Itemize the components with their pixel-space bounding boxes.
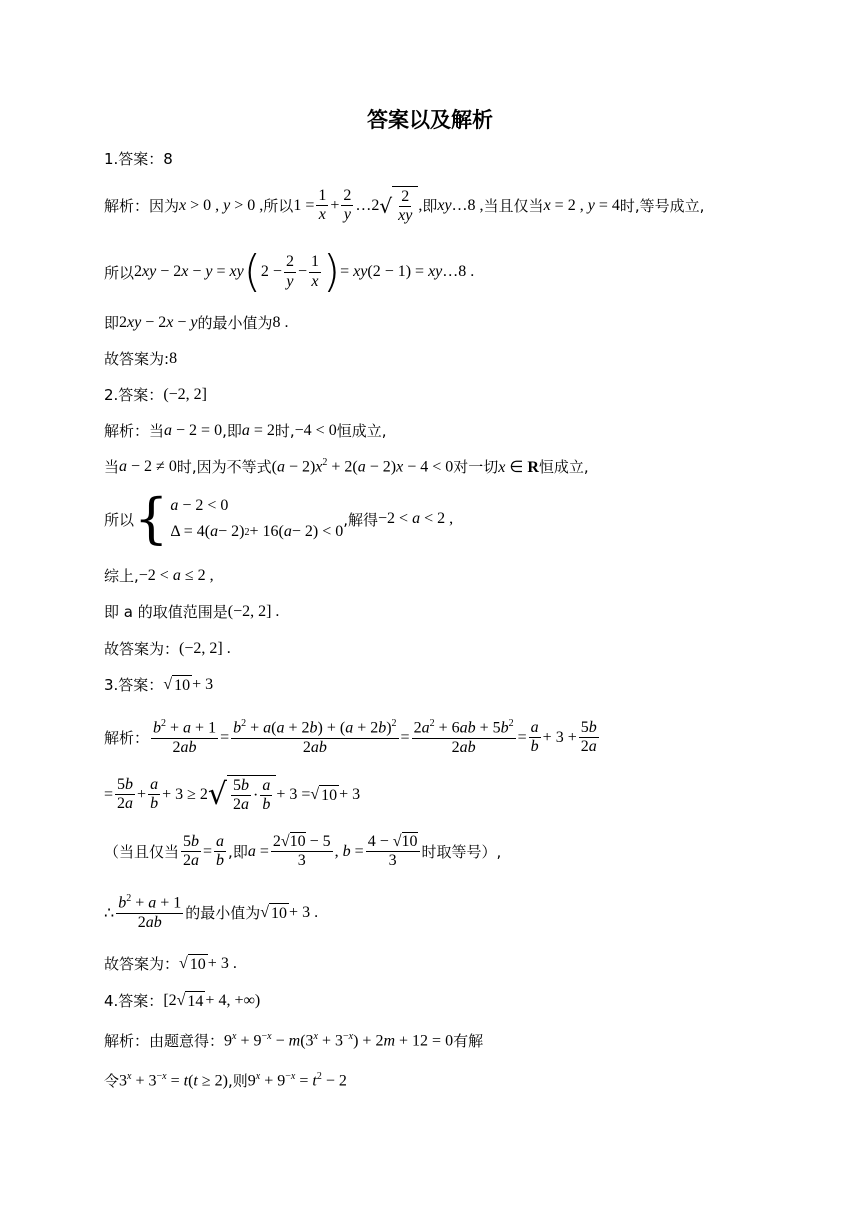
q2-answer bbox=[104, 384, 207, 405]
q4-then-text: ,则 bbox=[227, 1072, 248, 1090]
q3-analysis-line1: 解析： $\frac{b^2 + a + 1}{2ab}$ = $\frac{b^2 + a(a + 2b) + (a + 2b)^2}{2ab}$ = $\frac{2a^2 + 6ab + 5b^2}{2ab}$ = $\frac{a}{b}$ + 3 + $\frac{5b}{2a}$ bbox=[104, 718, 597, 756]
q1-when-equal-text: 当且仅当 bbox=[483, 197, 544, 216]
q1-analysis-prefix: 解析：因为 bbox=[104, 197, 180, 216]
q2-analysis-line2: 当 a − 2 ≠ 0 时,因为不等式 $(a - 2)x^2 + 2(a - 2)x - 4 < 0$ 对一切 x ∈ R 恒成立, bbox=[104, 456, 589, 476]
q2-when-text: 时, bbox=[274, 422, 295, 440]
q2-summary-text: 综上, bbox=[104, 567, 139, 585]
q2-range-line: 即 a 的取值范围是 (−2, 2] . bbox=[104, 602, 280, 621]
q1-so2-text: 所以 bbox=[104, 263, 135, 282]
q2-answer-label: 2.答案： bbox=[104, 386, 164, 404]
q3-equality-line: （当且仅当 $\frac{5b}{2a}$ = $\frac{a}{b}$ ,即 a = $\frac{2√10 - 5}{3}$ , b = $\frac{4 - √10}{3}$ 时取等号）, bbox=[104, 833, 502, 870]
q2-when2-text: 当 bbox=[104, 458, 120, 476]
q3-final-text: 故答案为： bbox=[104, 955, 180, 973]
q3-final-line: 故答案为： √ 10 + 3 . bbox=[104, 954, 237, 973]
q2-summary-line: 综上, −2 < a ≤ 2 , bbox=[104, 566, 214, 585]
q2-range-text: 即 a 的取值范围是 bbox=[104, 603, 228, 621]
q2-analysis-prefix: 解析：当 bbox=[104, 422, 165, 440]
q1-answer-label: 1.答案：8 bbox=[104, 150, 173, 168]
q3-when-eq-text: （当且仅当 bbox=[104, 843, 180, 862]
q1-final-text: 故答案为: bbox=[104, 350, 170, 368]
q3-min-text: 的最小值为 bbox=[185, 904, 261, 923]
q3-answer-label: 3.答案： bbox=[104, 676, 164, 694]
q4-answer: 4.答案： [2 √ 14 + 4, +∞) bbox=[104, 991, 261, 1010]
q1-analysis-line2: 所以 2xy − 2x − y = xy ( 2 − $\frac{2}{y}$ − $\frac{1}{x}$ ) = xy(2 − 1) = xy…8 . bbox=[104, 246, 475, 297]
q2-so-text: 所以 bbox=[104, 510, 135, 529]
q3-answer: 3.答案： √ 10 + 3 bbox=[104, 675, 214, 694]
q4-has-solution-text: 有解 bbox=[453, 1032, 484, 1050]
q3-namely-text: ,即 bbox=[228, 843, 248, 862]
q1-min-mid: 的最小值为 bbox=[197, 314, 273, 332]
q1-min-line: 即 2xy − 2x − y 的最小值为 8 . bbox=[104, 313, 289, 332]
q1-final-line: 故答案为: 8 bbox=[104, 349, 178, 368]
page-title: 答案以及解析 bbox=[367, 108, 493, 132]
q3-take-equal-text: 时取等号）, bbox=[421, 843, 502, 862]
q4-let-text: 令 bbox=[104, 1072, 120, 1090]
q2-answer-value: (−2, 2] bbox=[163, 385, 207, 403]
q2-always-text: 恒成立, bbox=[336, 422, 387, 440]
q4-analysis-line2: 令 $3^x + 3^{-x} = t(t \ge 2)$ ,则 $9^x + 9^{-x} = t^2 - 2$ bbox=[104, 1070, 347, 1090]
q2-namely-text: ,即 bbox=[222, 422, 242, 440]
q4-answer-label: 4.答案： bbox=[104, 992, 164, 1010]
q2-solve-text: ,解得 bbox=[343, 510, 379, 529]
q3-analysis-prefix: 解析： bbox=[104, 729, 150, 748]
q1-answer bbox=[104, 148, 173, 169]
q3-therefore-symbol: ∴ bbox=[104, 904, 115, 922]
q4-analysis-line1: 解析：由题意得： $9^x + 9^{-x} - m(3^x + 3^{-x}) + 2m + 12 = 0$ 有解 bbox=[104, 1030, 484, 1050]
q2-always2-text: 恒成立, bbox=[538, 458, 589, 476]
q2-system-line: 所以 { a − 2 < 0 Δ = 4( a − 2) 2 + 16( a − 2) < 0 ,解得 −2 < a < 2 , bbox=[104, 487, 454, 550]
q2-final-text: 故答案为： bbox=[104, 640, 180, 658]
q1-analysis-line1: 解析：因为 x > 0 , y > 0 , 所以 1 = $\frac{1}{x}$ + $\frac{2}{y}$ …2 √ $\frac{2}{xy}$ , 即 xy…8 , 当且仅当 x = 2 , y = 4 时,等号成立, bbox=[104, 187, 705, 225]
q1-namely-text: 即 bbox=[422, 197, 438, 216]
q4-analysis-prefix: 解析：由题意得： bbox=[104, 1032, 225, 1050]
q2-for-all-text: 对一切 bbox=[453, 458, 499, 476]
q3-therefore-line: ∴ $\frac{b^2 + a + 1}{2ab}$ 的最小值为 √ 10 + 3 . bbox=[104, 893, 319, 931]
q1-so-text: 所以 bbox=[263, 197, 294, 216]
q1-min-prefix: 即 bbox=[104, 314, 120, 332]
q1-equal-holds-text: 时,等号成立, bbox=[619, 197, 705, 216]
q2-because-text: 时,因为不等式 bbox=[176, 458, 272, 476]
q3-analysis-line2: = $\frac{5b}{2a}$ + $\frac{a}{b}$ + 3 ≥ 2 √ $\frac{5b}{2a}$ · $\frac{a}{b}$ + 3 = √ 10 + 3 bbox=[104, 776, 361, 814]
q2-analysis-line1: 解析：当 a − 2 = 0 ,即 a = 2 时, −4 < 0 恒成立, bbox=[104, 421, 387, 440]
q2-final-line: 故答案为： (−2, 2] . bbox=[104, 639, 231, 658]
